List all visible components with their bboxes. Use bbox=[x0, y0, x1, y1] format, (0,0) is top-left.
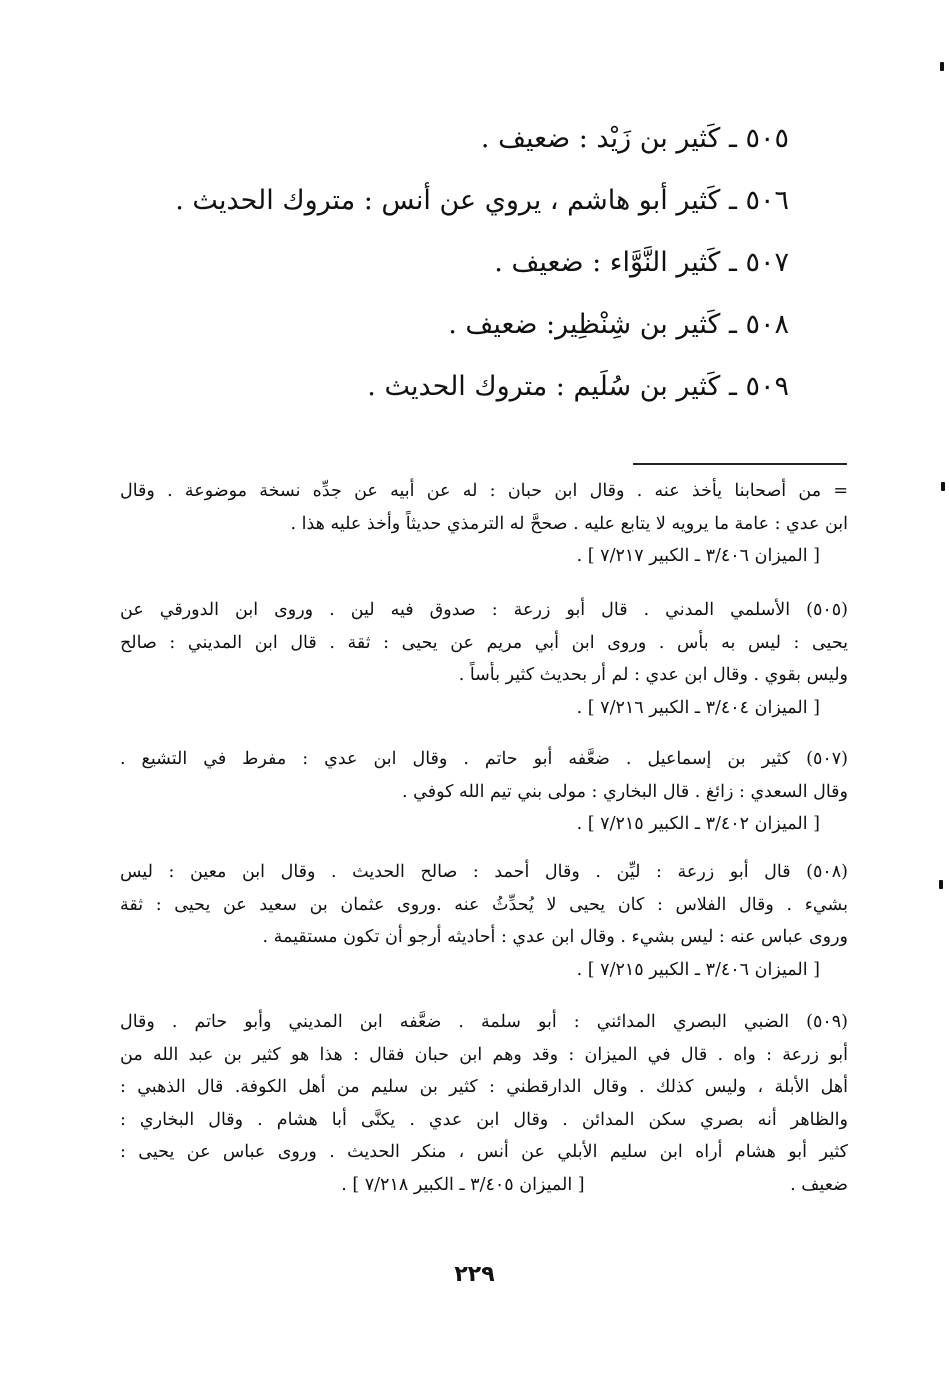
entry-505: ٥٠٥ ـ كَثير بن زَيْد : ضعيف . bbox=[480, 123, 789, 154]
footnote-line: (٥٠٩) الضبي البصري المدائني : أبو سلمة . ضعَّفه ابن المديني وأبو حاتم . وقال bbox=[120, 1012, 848, 1032]
footnote-reference: [ الميزان ٣/٤٠٤ ـ الكبير ٧/٢١٦ ] . bbox=[576, 697, 820, 718]
entry-506: ٥٠٦ ـ كَثير أبو هاشم ، يروي عن أنس : متروك الحديث . bbox=[175, 185, 789, 216]
footnote-line: ابن عدي : عامة ما يرويه لا يتابع عليه . صححَّ له الترمذي حديثاً وأخذ عليه هذا . bbox=[290, 513, 848, 534]
entries-list bbox=[149, 108, 789, 418]
footnote-line: وليس بقوي . وقال ابن عدي : لم أر بحديث كثير بأساً . bbox=[458, 665, 848, 685]
footnote-line: ضعيف . bbox=[790, 1174, 848, 1195]
footnote-line: (٥٠٨) قال أبو زرعة : ليِّن . وقال أحمد : صالح الحديث . وقال ابن معين : ليس bbox=[120, 862, 848, 882]
footnote-line: أهل الأبلة ، وليس كذلك . وقال الدارقطني : كثير بن سليم من أهل الكوفة. قال الذهبي : bbox=[120, 1077, 848, 1097]
footnote-line: وقال السعدي : زائغ . قال البخاري : مولى بني تيم الله كوفي . bbox=[402, 781, 848, 802]
footnote-reference: [ الميزان ٣/٤٠٦ ـ الكبير ٧/٢١٥ ] . bbox=[576, 959, 820, 980]
footnote-508 bbox=[120, 856, 848, 986]
footnote-continuation bbox=[120, 475, 848, 573]
entry-508: ٥٠٨ ـ كَثير بن شِنْظِير: ضعيف . bbox=[448, 309, 789, 340]
footnote-line: كثير أبو هشام أراه ابن سليم الأبلي عن أنس ، منكر الحديث . وروى عباس عن يحيى : bbox=[120, 1142, 848, 1162]
footnote-line: (٥٠٥) الأسلمي المدني . قال أبو زرعة : صدوق فيه لين . وروى ابن الدورقي عن bbox=[120, 600, 848, 620]
footnote-line: = من أصحابنا يأخذ عنه . وقال ابن حبان : له عن أبيه عن جدِّه نسخة موضوعة . وقال bbox=[120, 481, 848, 501]
entry-507: ٥٠٧ ـ كَثير النَّوَّاء : ضعيف . bbox=[494, 247, 789, 278]
footnote-line: (٥٠٧) كثير بن إسماعيل . ضعَّفه أبو حاتم . وقال ابن عدي : مفرط في التشيع . bbox=[120, 749, 848, 769]
footnote-line: والظاهر أنه بصري سكن المدائن . وقال ابن عدي . يكنَّى أبا هشام . وقال البخاري : bbox=[120, 1109, 848, 1130]
footnote-line: بشيء . وقال الفلاس : كان يحيى لا يُحدِّثُ عنه .وروى عثمان بن سعيد عن يحيى : ثقة bbox=[120, 894, 848, 915]
entry-509: ٥٠٩ ـ كَثير بن سُلَيم : متروك الحديث . bbox=[367, 371, 789, 402]
footnote-reference: [ الميزان ٣/٤٠٥ ـ الكبير ٧/٢١٨ ] . bbox=[341, 1174, 585, 1195]
footnote-505 bbox=[120, 594, 848, 724]
footnote-line: وروى عباس عنه : ليس بشيء . وقال ابن عدي : أحاديثه أرجو أن تكون مستقيمة . bbox=[262, 927, 848, 947]
footnote-reference: [ الميزان ٣/٤٠٦ ـ الكبير ٧/٢١٧ ] . bbox=[576, 546, 820, 566]
footnote-line: أبو زرعة : واه . قال في الميزان : وقد وهم ابن حبان فقال : هذا هو كثير بن عبد الله من bbox=[120, 1044, 848, 1065]
margin-mark bbox=[939, 880, 943, 889]
footnote-509 bbox=[120, 1006, 848, 1201]
margin-mark bbox=[940, 62, 944, 71]
page-number: ٢٢٩ bbox=[454, 1262, 495, 1287]
footnote-line: يحيى : ليس به بأس . وروى ابن أبي مريم عن يحيى : ثقة . قال ابن المديني : صالح bbox=[120, 632, 848, 653]
footnote-507 bbox=[120, 743, 848, 841]
footnote-separator bbox=[633, 463, 847, 465]
margin-mark bbox=[941, 482, 945, 491]
footnote-reference: [ الميزان ٣/٤٠٢ ـ الكبير ٧/٢١٥ ] . bbox=[576, 814, 820, 834]
